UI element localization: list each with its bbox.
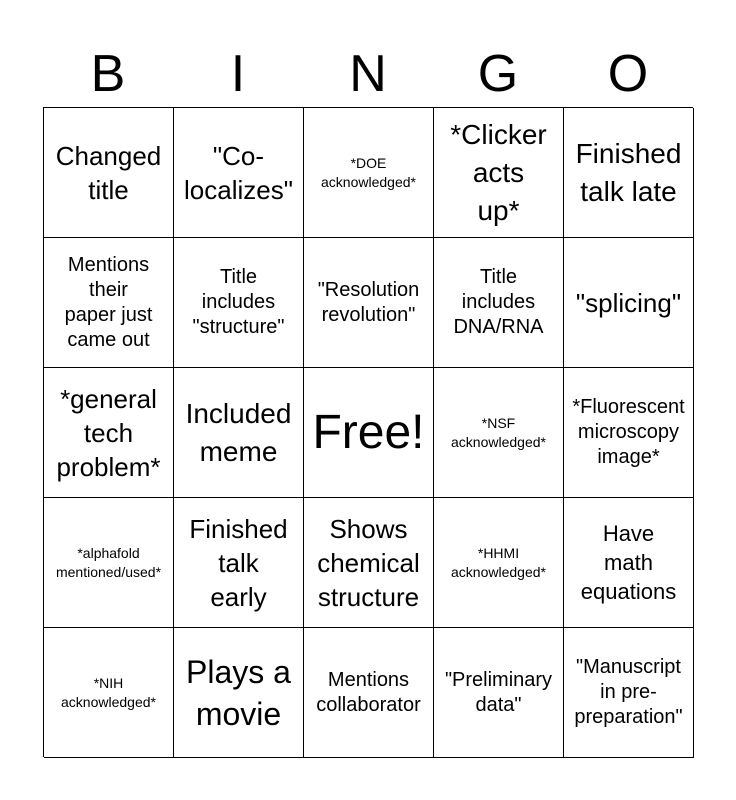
- bingo-cell[interactable]: [174, 108, 304, 238]
- bingo-cell[interactable]: [44, 498, 174, 628]
- bingo-cell[interactable]: [174, 498, 304, 628]
- bingo-cell[interactable]: [434, 368, 564, 498]
- bingo-cell-text: Included meme: [185, 397, 292, 467]
- bingo-cell[interactable]: [434, 108, 564, 238]
- bingo-cell[interactable]: [304, 368, 434, 498]
- bingo-cell[interactable]: [44, 368, 174, 498]
- header-letter-b: B: [90, 45, 126, 103]
- bingo-board: [43, 107, 693, 757]
- bingo-cell-text: Mentions collaborator: [316, 668, 421, 716]
- bingo-cell[interactable]: [434, 498, 564, 628]
- bingo-cell[interactable]: [564, 238, 694, 368]
- bingo-cell-text: Finished talk early: [189, 513, 288, 612]
- bingo-cell-text: "Resolution revolution": [317, 278, 420, 326]
- bingo-cell-text: Free!: [312, 405, 425, 459]
- bingo-cell-text: *NIH acknowledged*: [61, 674, 156, 710]
- bingo-header: [43, 40, 693, 108]
- bingo-cell-text: *HHMI acknowledged*: [451, 544, 546, 580]
- bingo-cell[interactable]: [174, 238, 304, 368]
- bingo-cell[interactable]: [564, 628, 694, 758]
- bingo-cell-text: *DOE acknowledged*: [321, 154, 416, 190]
- bingo-cell-text: "Co- localizes": [184, 140, 293, 205]
- bingo-cell[interactable]: [564, 368, 694, 498]
- bingo-cell-text: *alphafold mentioned/used*: [55, 544, 162, 580]
- bingo-cell[interactable]: [44, 108, 174, 238]
- bingo-cell-text: "Preliminary data": [444, 668, 553, 716]
- bingo-cell-text: Have math equations: [580, 521, 677, 604]
- bingo-cell-text: "Manuscript in pre- preparation": [574, 656, 683, 728]
- bingo-cell-text: *general tech problem*: [56, 383, 161, 482]
- bingo-cell[interactable]: [304, 108, 434, 238]
- bingo-cell-text: Title includes DNA/RNA: [453, 266, 544, 338]
- header-letter-i: I: [230, 45, 246, 103]
- bingo-cell[interactable]: [304, 628, 434, 758]
- bingo-cell-text: *NSF acknowledged*: [451, 414, 546, 450]
- bingo-cell-text: Finished talk late: [575, 137, 682, 207]
- bingo-cell[interactable]: [304, 498, 434, 628]
- bingo-cell[interactable]: [434, 628, 564, 758]
- header-letter-n: N: [349, 45, 387, 103]
- header-letter-o: O: [607, 45, 649, 103]
- bingo-cell[interactable]: [564, 108, 694, 238]
- bingo-cell[interactable]: [304, 238, 434, 368]
- bingo-cell-text: Changed title: [55, 140, 162, 205]
- bingo-cell-text: *Clicker acts up*: [450, 118, 547, 226]
- header-letter-g: G: [477, 45, 519, 103]
- bingo-cell-text: *Fluorescent microscopy image*: [572, 396, 685, 468]
- bingo-cell-text: Shows chemical structure: [317, 513, 420, 612]
- bingo-cell[interactable]: [44, 628, 174, 758]
- bingo-cell-text: Title includes "structure": [192, 266, 285, 338]
- bingo-cell-text: "splicing": [575, 287, 682, 318]
- bingo-cell[interactable]: [564, 498, 694, 628]
- bingo-cell[interactable]: [174, 628, 304, 758]
- bingo-cell[interactable]: [434, 238, 564, 368]
- bingo-cell[interactable]: [44, 238, 174, 368]
- bingo-cell-text: Mentions their paper just came out: [64, 253, 153, 351]
- bingo-cell-text: Plays a movie: [186, 653, 291, 732]
- bingo-cell[interactable]: [174, 368, 304, 498]
